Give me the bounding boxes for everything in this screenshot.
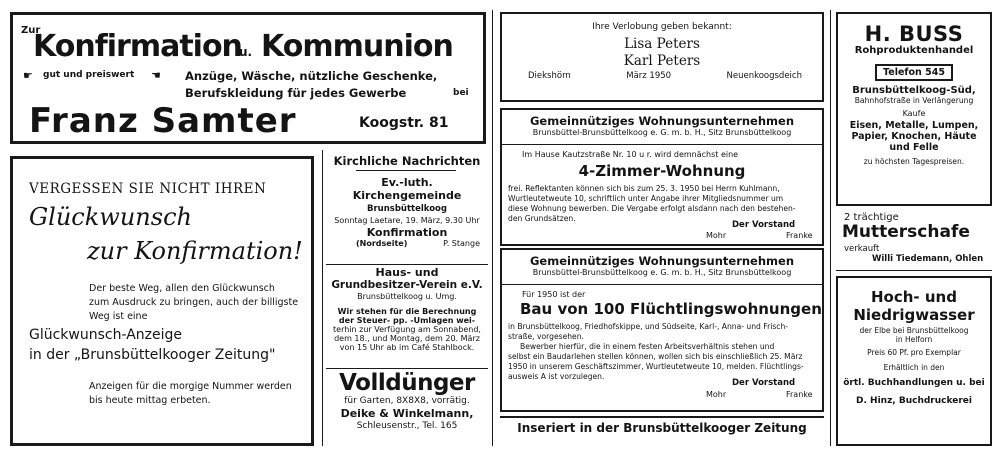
kirche-rule [356, 170, 456, 171]
buss-sub: Rohproduktenhandel [854, 45, 974, 56]
samter-bei: bei [453, 88, 469, 98]
buss-item-1: Eisen, Metalle, Lumpen, [849, 120, 979, 131]
wohnung2-text-4: selbst ein Baudarlehen stellen können, wollen sich bis einschließlich 25. März [508, 352, 803, 361]
kirche-konf: Konfirmation [366, 226, 448, 239]
samter-ad [10, 12, 486, 144]
wohnung2-ad [500, 248, 824, 412]
kirche-sonntag: Sonntag Laetare, 19. März, 9.30 Uhr [334, 216, 480, 225]
wohnung1-headline: 4-Zimmer-Wohnung [578, 162, 746, 180]
verlobung-ort1: Dieksһörn [528, 71, 571, 81]
buss-ad [836, 12, 992, 206]
samter-kommunion: Kommunion [261, 29, 453, 64]
column-rule-2 [492, 10, 493, 446]
pointing-hand-left-icon: ☛ [23, 69, 33, 82]
samter-name: Franz Samter [29, 101, 297, 141]
wohnung2-text-2: straße, vorgesehen. [508, 332, 584, 341]
wohnung2-title: Gemeinnütziges Wohnungsunternehmen [529, 254, 795, 268]
glueckwunsch-script2: zur Konfirmation! [87, 237, 303, 265]
haus-text-1: Wir stehen für die Berechnung [337, 307, 477, 316]
verlobung-ort2: Neuenkoogsdeich [726, 71, 802, 81]
buss-item-2: Papier, Knochen, Häute [851, 131, 977, 142]
wohnung1-text-2: Wurtleutetweute 10, schriftlich unter Angabe ihrer Mitgliedsnummer um [508, 194, 784, 203]
wohnung2-vorstand: Der Vorstand [732, 378, 796, 388]
verlobung-datum: März 1950 [626, 71, 672, 81]
glueckwunsch-body-3: Weg ist eine [89, 311, 148, 322]
wohnung2-text-6: ausweis A ist vorzulegen. [508, 372, 605, 381]
wohnung2-mohr: Mohr [706, 390, 727, 399]
wohnung1-text-4: den Grundsätzen. [508, 214, 576, 223]
wohnung2-headline: Bau von 100 Flüchtlingswohnungen [520, 300, 822, 318]
kirche-divider [326, 264, 488, 265]
buss-telefon: Telefon 545 [875, 64, 953, 81]
buss-name: H. BUSS [864, 22, 964, 46]
verlobung-intro: Ihre Verlobung geben bekannt: [592, 22, 732, 32]
wohnung1-title: Gemeinnütziges Wohnungsunternehmen [529, 114, 795, 128]
samter-line2: Berufskleidung für jedes Gewerbe [185, 86, 407, 100]
schafe-verkauft: verkauft [844, 244, 880, 254]
verlobung-name1: Lisa Peters [624, 36, 700, 52]
wohnung2-sub: Brunsbüttel-Brunsbüttelkoog e. G. m. b. H., Sitz Brunsbüttelkoog [532, 268, 792, 277]
samter-zur: Zur [21, 25, 41, 36]
glueckwunsch-footer-1: Anzeigen für die morgige Nummer werden [89, 381, 292, 392]
schafe-block [836, 212, 996, 268]
wohnung1-intro: Im Hause Kautzstraße Nr. 10 u r. wird demnächst eine [522, 150, 739, 159]
hochwasser-preis: Preis 60 Pf. pro Exemplar [867, 348, 961, 357]
inseriert-banner [500, 416, 824, 440]
wohnung2-franke: Franke [786, 390, 813, 399]
deike-title: Volldünger [339, 370, 475, 396]
glueckwunsch-script1: Glückwunsch [29, 203, 192, 231]
verlobung-name2: Karl Peters [623, 53, 701, 69]
kirche-pastor: P. Stange [443, 239, 480, 248]
schafe-title: Mutterschafe [842, 222, 970, 242]
haus-block [326, 266, 488, 366]
deike-address: Schleusenstr., Tel. 165 [356, 421, 458, 431]
haus-text-4: dem 18., und Montag, dem 20. März [334, 334, 480, 343]
hochwasser-sub1: der Elbe bei Brunsbüttelkoog [859, 326, 969, 335]
deike-name: Deike & Winkelmann, [340, 407, 474, 420]
samter-gut-preiswert: gut und preiswert [43, 70, 135, 80]
wohnung2-rule [502, 284, 822, 285]
wohnung2-text-1: in Brunsbüttelkoog, Friedhofskippe, und Südseite, Karl-, Anna- und Frisch- [508, 322, 789, 331]
wohnung1-rule [502, 144, 822, 145]
haus-title2: Grundbesitzer-Verein e.V. [331, 279, 483, 291]
deike-block [326, 370, 488, 448]
hochwasser-title1: Hoch- und [871, 288, 957, 306]
hochwasser-druck: D. Hinz, Buchdruckerei [856, 396, 972, 406]
wohnung1-mohr: Mohr [706, 231, 727, 240]
wohnung1-franke: Franke [786, 231, 813, 240]
glueckwunsch-ad [10, 156, 314, 446]
buss-item-3: und Felle [889, 142, 939, 153]
schafe-count: 2 trächtige [844, 212, 899, 223]
verlobung-ad [500, 12, 824, 102]
hochwasser-ad [836, 276, 992, 446]
wohnung1-sub: Brunsbüttel-Brunsbüttelkoog e. G. m. b. H., Sitz Brunsbüttelkoog [532, 128, 792, 137]
haus-divider [326, 368, 488, 369]
haus-ort: Brunsbüttelkoog u. Umg. [357, 292, 457, 301]
haus-text-2: der Steuer- pp. -Umlagen wei- [338, 316, 476, 325]
column-rule-1 [322, 150, 323, 446]
deike-line: für Garten, 8X8X8, vorrätig. [344, 396, 470, 406]
wohnung2-intro: Für 1950 ist der [522, 290, 586, 299]
haus-title1: Haus- und [375, 266, 439, 279]
glueckwunsch-anzeige2: in der „Brunsbüttelkooger Zeitung" [29, 347, 276, 363]
samter-u: u. [239, 45, 253, 59]
pointing-hand-right-icon: ☚ [151, 69, 161, 82]
buss-kaufe: Kaufe [902, 109, 926, 118]
kirche-title: Kirchliche Nachrichten [333, 154, 481, 168]
wohnung1-text-1: frei. Reflektanten können sich bis zum 25. 3. 1950 bei Herrn Kuhlmann, [508, 184, 780, 193]
wohnung1-text-3: diese Wohnung bewerben. Die Vergabe erfolgt alsdann nach den bestehen- [508, 204, 796, 213]
glueckwunsch-body-1: Der beste Weg, allen den Glückwunsch [89, 283, 275, 294]
haus-text-3: terhin zur Verfügung am Sonnabend, [333, 325, 481, 334]
samter-konfirmation: Konfirmation [33, 29, 242, 64]
glueckwunsch-footer-2: bis heute mittag erbeten. [89, 395, 211, 406]
buss-strasse: Bahnhofstraße in Verlängerung [854, 96, 974, 105]
inseriert-text: Inseriert in der Brunsbüttelkooger Zeitung [517, 421, 807, 435]
kirche-nordseite: (Nordseite) [356, 239, 408, 248]
schafe-name: Willi Tiedemann, Ohlen [872, 254, 984, 264]
glueckwunsch-anzeige1: Glückwunsch-Anzeige [29, 327, 183, 343]
kirche-gem1: Ev.-luth. [381, 176, 433, 189]
glueckwunsch-body-2: zum Ausdruck zu bringen, auch der billigste [89, 297, 299, 308]
schafe-divider [836, 270, 992, 271]
hochwasser-erh: Erhältlich in den [883, 363, 945, 372]
hochwasser-title2: Niedrigwasser [853, 306, 975, 324]
wohnung1-vorstand: Der Vorstand [732, 220, 796, 230]
column-rule-3 [830, 10, 831, 446]
hochwasser-buch: örtl. Buchhandlungen u. bei [843, 378, 985, 388]
hochwasser-sub2: in Helforn [895, 335, 933, 344]
samter-address: Koogstr. 81 [359, 115, 449, 131]
haus-text-5: von 15 Uhr ab im Café Stahlbock. [339, 343, 475, 352]
glueckwunsch-headline: VERGESSEN SIE NICHT IHREN [29, 181, 267, 197]
kirche-gem2: Kirchengemeinde [352, 189, 462, 202]
buss-ort: Brunsbüttelkoog-Süd, [852, 85, 976, 96]
wohnung1-ad [500, 108, 824, 246]
samter-line1: Anzüge, Wäsche, nützliche Geschenke, [185, 69, 438, 83]
buss-preise: zu höchsten Tagespreisen. [863, 157, 965, 166]
wohnung2-text-5: 1950 in unserem Geschäftszimmer, Wurtleutetweute 10, melden. Flüchtlings- [508, 362, 804, 371]
kirche-ort: Brunsbüttelkoog [367, 204, 447, 214]
wohnung2-text-3: Bewerber hierfür, die in einem festen Arbeitsverhältnis stehen und [520, 342, 775, 351]
